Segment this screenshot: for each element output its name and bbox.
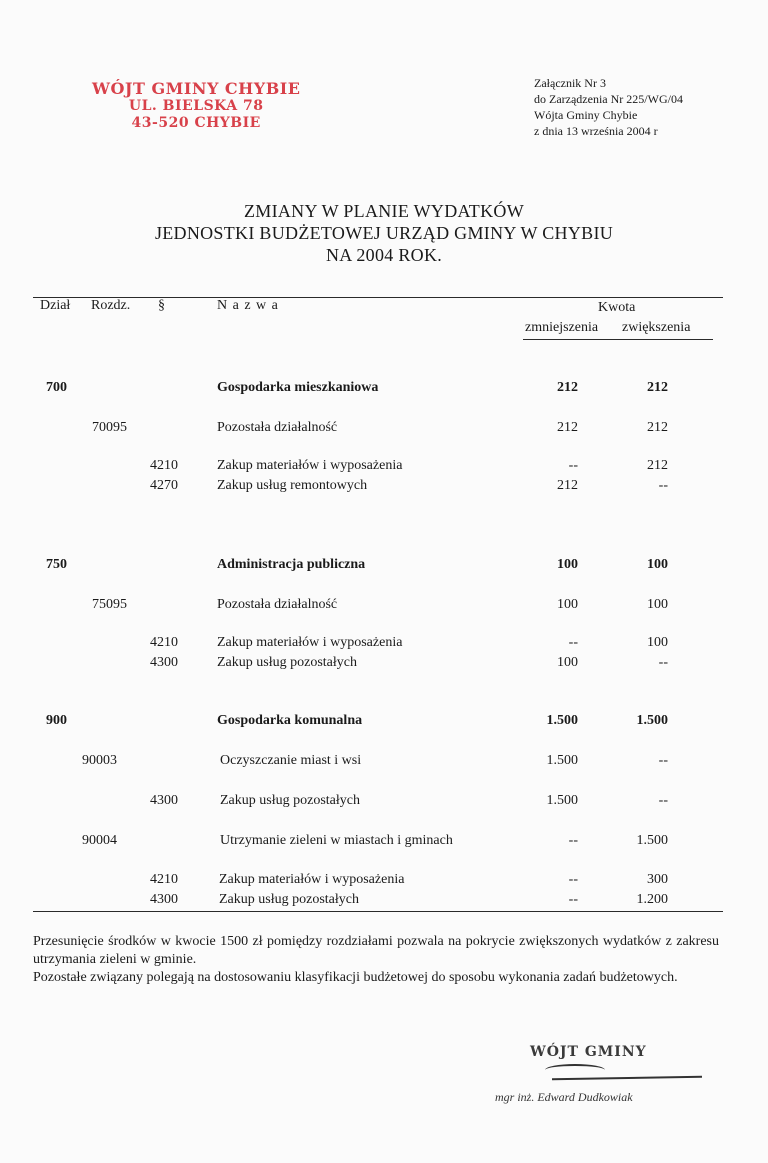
row-increase: -- (658, 753, 668, 768)
signatory-name: mgr inż. Edward Dudkowiak (495, 1090, 633, 1104)
header-zmniejszenia: zmniejszenia (525, 320, 599, 335)
signature-scrawl (545, 1064, 605, 1076)
row-code: 4210 (150, 635, 178, 650)
row-code: 90003 (82, 753, 117, 768)
row-increase: 100 (647, 597, 668, 612)
row-increase: 212 (647, 458, 668, 473)
row-name: Zakup materiałów i wyposażenia (219, 872, 405, 887)
note-paragraph-1: Przesunięcie środków w kwocie 1500 zł pomiędzy rozdziałami pozwala na pokrycie zwiększonych wydatków z zakresu utrzymania zieleni w gminie. (33, 934, 719, 967)
row-name: Zakup usług pozostałych (219, 892, 359, 907)
row-decrease: -- (568, 635, 578, 650)
row-increase: 1.200 (636, 892, 668, 907)
annex-line-3: Wójta Gminy Chybie (534, 108, 638, 122)
stamp-line-3: 43-520 CHYBIE (131, 115, 261, 131)
row-increase: 1.500 (636, 713, 668, 728)
row-decrease: -- (568, 892, 578, 907)
row-decrease: -- (568, 833, 578, 848)
row-decrease: 100 (557, 597, 578, 612)
row-code: 900 (46, 713, 67, 728)
annex-line-2: do Zarządzenia Nr 225/WG/04 (534, 92, 683, 106)
annex-line-1: Załącznik Nr 3 (534, 76, 606, 90)
row-name: Pozostała działalność (217, 597, 338, 612)
row-increase: -- (658, 655, 668, 670)
row-name: Pozostała działalność (217, 420, 338, 435)
row-name: Gospodarka mieszkaniowa (217, 380, 379, 395)
row-code: 90004 (82, 833, 117, 848)
stamp-line-2: UL. BIELSKA 78 (128, 98, 264, 114)
row-increase: 100 (647, 635, 668, 650)
row-decrease: 1.500 (546, 713, 578, 728)
title-line-3: NA 2004 ROK. (325, 245, 443, 265)
annex-reference (534, 75, 683, 139)
row-code: 750 (46, 557, 67, 572)
header-nazwa: N a z w a (217, 298, 279, 313)
row-decrease: 212 (557, 478, 578, 493)
signature-stamp: WÓJT GMINY (530, 1044, 647, 1060)
row-decrease: -- (568, 458, 578, 473)
row-name: Zakup usług pozostałych (217, 655, 357, 670)
row-decrease: 1.500 (546, 753, 578, 768)
title-line-1: ZMIANY W PLANIE WYDATKÓW (243, 201, 524, 221)
row-name: Gospodarka komunalna (217, 713, 363, 728)
row-increase: -- (658, 478, 668, 493)
header-kwota: Kwota (598, 300, 636, 315)
row-decrease: 100 (557, 655, 578, 670)
table-bottom-rule (33, 911, 723, 912)
row-decrease: 100 (557, 557, 578, 572)
header-rozdz: Rozdz. (91, 298, 131, 313)
row-increase: 300 (647, 872, 668, 887)
signature-line (552, 1076, 702, 1081)
header-kwota-rule (523, 339, 713, 340)
row-decrease: -- (568, 872, 578, 887)
row-code: 4210 (150, 458, 178, 473)
row-code: 4270 (150, 478, 178, 493)
row-code: 700 (46, 380, 67, 395)
row-code: 4210 (150, 872, 178, 887)
row-code: 4300 (150, 892, 178, 907)
row-increase: -- (658, 793, 668, 808)
annex-line-4: z dnia 13 września 2004 r (534, 124, 658, 138)
row-name: Zakup usług pozostałych (220, 793, 360, 808)
note-paragraph-2: Pozostałe związany polegają na dostosowaniu klasyfikacji budżetowej do sposobu wykonania zadań budżetowych. (33, 970, 678, 985)
document-title (0, 200, 768, 266)
row-code: 4300 (150, 655, 178, 670)
row-increase: 1.500 (636, 833, 668, 848)
row-name: Oczyszczanie miast i wsi (220, 753, 362, 768)
row-name: Zakup usług remontowych (217, 478, 368, 493)
explanatory-notes (33, 933, 719, 987)
row-increase: 100 (647, 557, 668, 572)
row-decrease: 212 (557, 380, 578, 395)
title-line-2: JEDNOSTKI BUDŻETOWEJ URZĄD GMINY W CHYBIU (154, 223, 614, 243)
row-increase: 212 (647, 380, 668, 395)
row-code: 70095 (92, 420, 127, 435)
row-name: Zakup materiałów i wyposażenia (217, 458, 403, 473)
row-increase: 212 (647, 420, 668, 435)
header-dzial: Dział (40, 298, 71, 313)
row-name: Administracja publiczna (217, 557, 366, 572)
row-code: 75095 (92, 597, 127, 612)
table-top-rule (33, 297, 723, 298)
row-code: 4300 (150, 793, 178, 808)
row-name: Zakup materiałów i wyposażenia (217, 635, 403, 650)
official-stamp (92, 80, 300, 132)
row-decrease: 1.500 (546, 793, 578, 808)
header-zwiekszenia: zwiększenia (622, 320, 691, 335)
row-name: Utrzymanie zieleni w miastach i gminach (220, 833, 453, 848)
stamp-line-1: WÓJT GMINY CHYBIE (92, 79, 301, 98)
row-decrease: 212 (557, 420, 578, 435)
header-paragraf: § (158, 298, 165, 313)
